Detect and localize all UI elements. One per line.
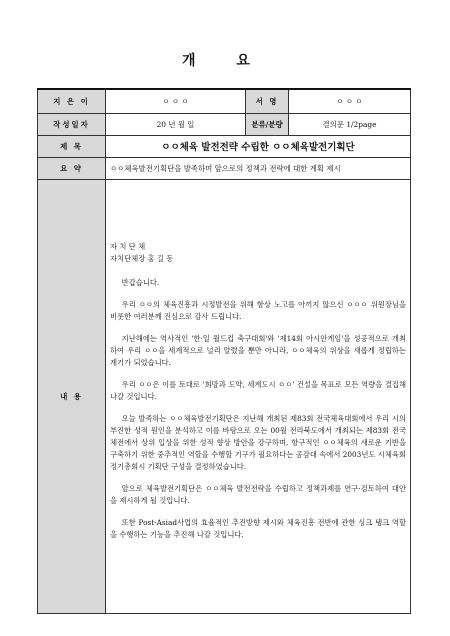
- row-author: [38, 89, 411, 113]
- paragraph-thanks: 우리 ㅇㅇ의 체육진흥과 시정발전을 위해 항상 노고를 아끼지 않으신 ㅇㅇㅇ 위원장님을 비롯한 여러분께 진심으로 감사 드립니다.: [110, 300, 406, 321]
- paragraph-launch: 오늘 발족하는 ㅇㅇ체육발전기획단은 지난해 개최된 제83회 전국체육대회에서 우리 시의 부진한 성적 원인을 분석하고 이를 바탕으로 오는 00월 전라북도에서 개최되는 제83회 전국체전에서 상위 입상을 위한 성적 향상 방안을 강구하며, 항구적인 ㅇㅇ체육의 새로운 기반을 구축하기 위한 중추적인 역할을 수행할 기구가 필요하다는 공감대 속에서 2003년도 시체육회 정기총회시 기획단 구성을 결정하였습니다.: [110, 414, 406, 471]
- page-title: 개 요: [182, 53, 268, 69]
- summary-form-table: [37, 88, 411, 614]
- paragraph-strategy: 앞으로 체육발전기획단은 ㅇㅇ체육 발전전략을 수립하고 정책과제를 연구·검토하여 대안을 제시하게 될 것입니다.: [110, 484, 406, 505]
- paragraph-goal: 우리 ㅇㅇ은 이를 토대로 '희망과 도약, 세계도시 ㅇㅇ' 건설을 목표로 모든 역량을 결집해 나갈 것입니다.: [110, 380, 406, 401]
- paragraph-events: 지난해에는 역사적인 '한·일 월드컵 축구대회'와 '제14회 아시안게임'을 성공적으로 개최하여 우리 ㅇㅇ을 세계적으로 널리 알렸을 뿐만 아니라, ㅇㅇ체육의 위상을 새롭게 정립하는 계기가 되었습니다.: [110, 334, 406, 367]
- row-subject: [38, 135, 411, 157]
- date-value: 20 년 월 일: [106, 113, 246, 135]
- row-summary: [38, 157, 411, 179]
- summary-label: 요 약: [38, 157, 106, 179]
- subject-label: 제 목: [38, 135, 106, 157]
- author-label: 지 은 이: [38, 89, 106, 113]
- content-body: [106, 179, 411, 613]
- address-line-2: 자치단체장 홍 길 동: [110, 254, 174, 263]
- row-content: [38, 179, 411, 613]
- summary-value: ㅇㅇ체육발전기획단을 발족하며 앞으로의 정책과 전략에 대한 계획 제시: [106, 157, 411, 179]
- row-date: [38, 113, 411, 135]
- content-label: 내 용: [38, 179, 106, 613]
- subject-value: ㅇㅇ체육 발전전략 수립한 ㅇㅇ체육발전기획단: [106, 135, 411, 157]
- class-label: 분류/분량: [246, 113, 289, 135]
- author-value: ㅇ ㅇ ㅇ: [106, 89, 246, 113]
- date-label: 작성일자: [38, 113, 106, 135]
- paragraph-think-tank: 또한 Post-Asiad사업의 효율적인 추진방향 제시와 체육진흥 전반에 관한 싱크 탱크 역할을 수행하는 기능을 추진해 나갈 것입니다.: [110, 518, 406, 539]
- class-value: 결의문 1/2page: [289, 113, 411, 135]
- sign-label: 서 명: [246, 89, 289, 113]
- address-line-1: 자 치 단 체: [110, 242, 146, 251]
- paragraph-greeting: 반갑습니다.: [121, 278, 160, 287]
- sign-value: ㅇ ㅇ ㅇ: [289, 89, 411, 113]
